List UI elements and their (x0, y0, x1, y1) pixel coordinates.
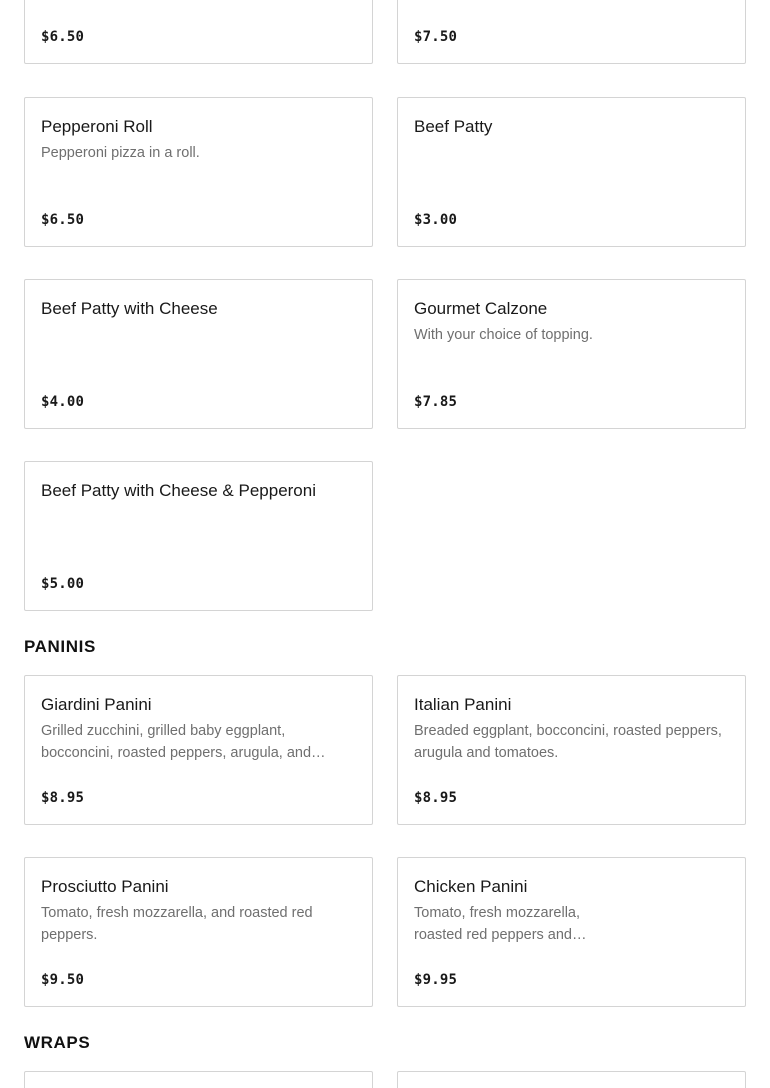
menu-item-beef-patty[interactable] (397, 97, 746, 247)
section-title-wraps: WRAPS (24, 1033, 91, 1052)
menu-item-card[interactable] (397, 1071, 746, 1088)
item-name: Pepperoni Roll (41, 117, 153, 136)
item-description: Grilled zucchini, grilled baby eggplant, bocconcini, roasted peppers, arugula, and… (41, 723, 326, 761)
item-price: $7.85 (414, 394, 458, 410)
item-price: $6.50 (41, 212, 85, 228)
item-name: Beef Patty with Cheese & Pepperoni (41, 481, 316, 500)
item-price: $9.50 (41, 972, 85, 988)
item-price: $8.95 (41, 790, 85, 806)
menu-item-pepperoni-roll[interactable] (24, 97, 373, 247)
item-price: $3.00 (414, 212, 458, 228)
item-description: Tomato, fresh mozzarella, roasted red peppers and… (414, 905, 587, 943)
item-price: $6.50 (41, 29, 85, 45)
item-name: Beef Patty with Cheese (41, 299, 218, 318)
section-title-paninis: PANINIS (24, 637, 96, 656)
item-name: Giardini Panini (41, 695, 152, 714)
menu-item-italian-panini[interactable] (397, 675, 746, 825)
item-name: Chicken Panini (414, 877, 528, 896)
menu-item-beef-patty-cheese[interactable] (24, 279, 373, 429)
menu-item-prosciutto-panini[interactable] (24, 857, 373, 1007)
item-name: Gourmet Calzone (414, 299, 548, 318)
menu-item-gourmet-calzone[interactable] (397, 279, 746, 429)
item-description: Breaded eggplant, bocconcini, roasted peppers, arugula and tomatoes. (414, 723, 722, 761)
item-price: $8.95 (414, 790, 458, 806)
item-name: Italian Panini (414, 695, 512, 714)
menu-item-beef-patty-cheese-pepperoni[interactable] (24, 461, 373, 611)
item-price: $5.00 (41, 576, 85, 592)
item-description: With your choice of topping. (414, 327, 593, 343)
menu-item-giardini-panini[interactable] (24, 675, 373, 825)
menu-item-card[interactable] (397, 0, 746, 64)
menu-item-card[interactable] (24, 0, 373, 64)
item-name: Prosciutto Panini (41, 877, 169, 896)
item-description: Pepperoni pizza in a roll. (41, 145, 200, 161)
item-description: Tomato, fresh mozzarella, and roasted red peppers. (41, 905, 313, 943)
item-name: Beef Patty (414, 117, 493, 136)
item-price: $9.95 (414, 972, 458, 988)
item-price: $7.50 (414, 29, 458, 45)
menu-item-chicken-panini[interactable] (397, 857, 746, 1007)
menu-item-card[interactable] (24, 1071, 373, 1088)
item-price: $4.00 (41, 394, 85, 410)
